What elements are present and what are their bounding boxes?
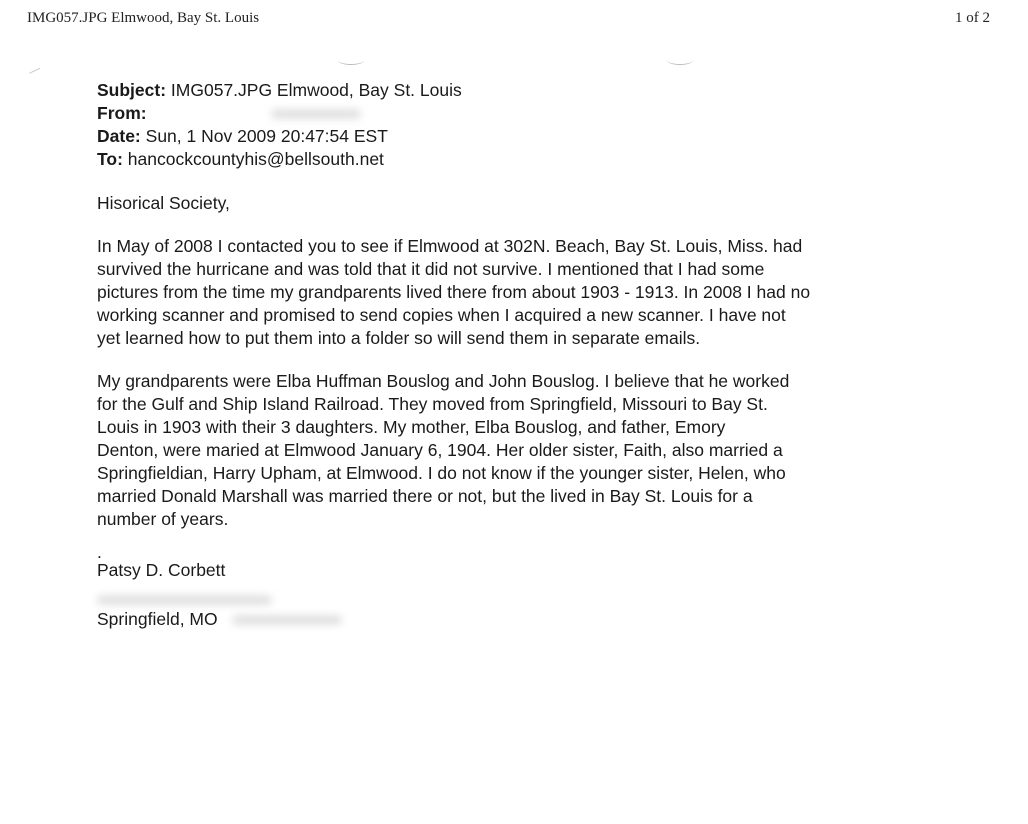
page-number: 1 of 2 (955, 10, 990, 26)
subject-label: Subject: (97, 80, 167, 100)
date-line (97, 125, 957, 148)
from-line (97, 102, 957, 125)
date-value: Sun, 1 Nov 2009 20:47:54 EST (145, 126, 388, 146)
signature-city: Springfield, MO (97, 609, 218, 629)
subject-value: IMG057.JPG Elmwood, Bay St. Louis (170, 80, 462, 100)
redacted-address (97, 595, 272, 605)
stray-dot: . (97, 542, 102, 562)
greeting: Hisorical Society, (97, 193, 230, 213)
date-label: Date: (97, 126, 141, 146)
paragraph-1: In May of 2008 I contacted you to see if Elmwood at 302N. Beach, Bay St. Louis, Miss. had survived the hurricane and was told that it did not survive. I mentioned that I had some pictures from the time my grandparents lived there from about 1903 - 1913. In 2008 I had no working scanner and promised to send copies when I acquired a new scanner. I have not yet learned how to put them into a folder so will send them in separate emails. (97, 236, 811, 348)
redacted-sender (271, 109, 361, 119)
to-label: To: (97, 149, 123, 169)
to-value: hancockcountyhis@bellsouth.net (127, 149, 384, 169)
redacted-zip (232, 615, 342, 625)
signature-city-line (97, 608, 957, 631)
scan-artifact (667, 56, 693, 65)
email-document (97, 79, 957, 631)
signature-name: Patsy D. Corbett (97, 560, 226, 580)
page-header (27, 10, 990, 30)
page-header-title: IMG057.JPG Elmwood, Bay St. Louis (27, 10, 260, 26)
to-line (97, 148, 957, 171)
scan-artifact (29, 68, 43, 79)
subject-line (97, 79, 957, 102)
paragraph-2: My grandparents were Elba Huffman Bouslog and John Bouslog. I believe that he worked for the Gulf and Ship Island Railroad. They moved from Springfield, Missouri to Bay St. Louis in 1903 with their 3 daughters. My mother, Elba Bouslog, and father, Emory Denton, were maried at Elmwood January 6, 1904. Her older sister, Faith, also married a Springfieldian, Harry Upham, at Elmwood. I do not know if the younger sister, Helen, who married Donald Marshall was married there or not, but the lived in Bay St. Louis for a number of years. (97, 371, 790, 529)
redacted-signature-line (97, 588, 957, 602)
from-label: From: (97, 103, 147, 123)
scan-artifact (338, 56, 364, 65)
